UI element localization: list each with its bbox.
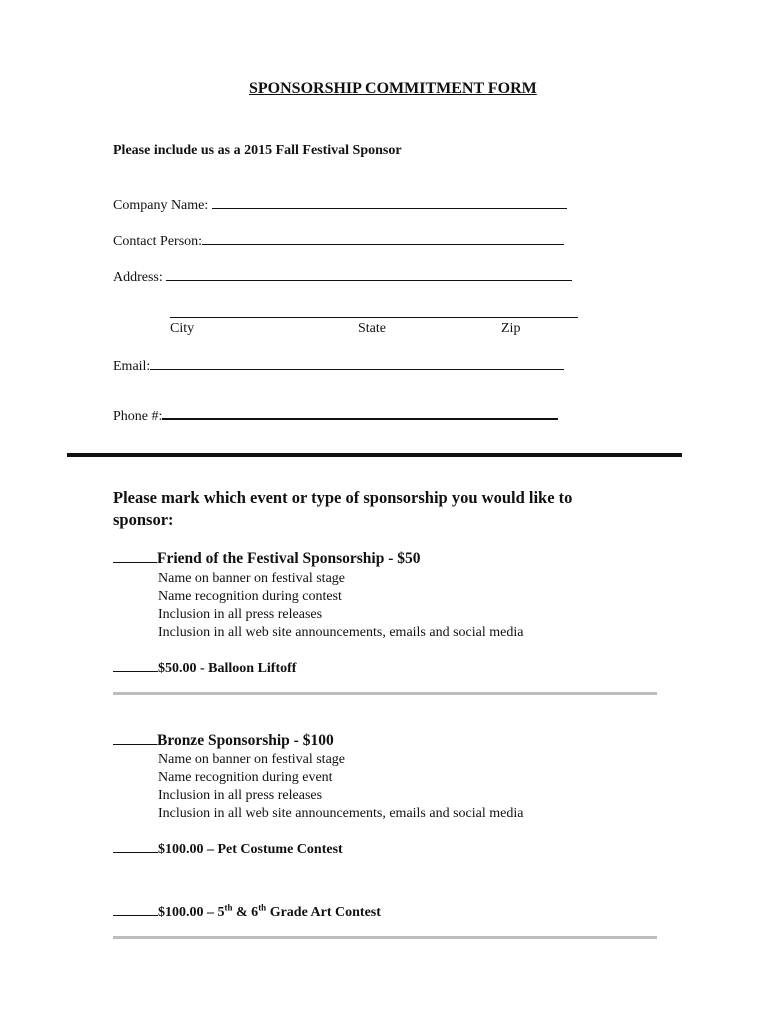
list-item: Name recognition during contest	[158, 589, 342, 604]
friend-sponsorship-checkbox-line[interactable]	[113, 550, 157, 563]
bronze-benefits-list	[158, 751, 523, 823]
city-label: City	[170, 321, 195, 336]
form-intro: Please include us as a 2015 Fall Festival Sponsor	[113, 143, 402, 158]
company-name-field[interactable]	[212, 196, 567, 209]
bronze-sponsorship-option	[113, 732, 334, 750]
art-contest-option	[113, 904, 381, 921]
phone-row	[113, 406, 558, 425]
email-label: Email:	[113, 359, 151, 374]
state-label: State	[358, 321, 386, 336]
company-name-label: Company Name:	[113, 198, 209, 213]
pet-costume-contest-label: $100.00 – Pet Costume Contest	[158, 842, 343, 857]
company-name-row	[113, 196, 567, 214]
address-field[interactable]	[166, 268, 572, 281]
list-item: Inclusion in all press releases	[158, 607, 323, 622]
list-item: Inclusion in all press releases	[158, 788, 323, 803]
balloon-liftoff-checkbox-line[interactable]	[113, 660, 158, 672]
address-label: Address:	[113, 270, 163, 285]
bronze-sponsorship-checkbox-line[interactable]	[113, 732, 157, 745]
list-item: Name recognition during event	[158, 770, 333, 785]
bronze-section-divider	[113, 936, 657, 939]
list-item: Inclusion in all web site announcements, emails and social media	[158, 806, 524, 821]
pet-costume-contest-option	[113, 841, 343, 858]
list-item: Name on banner on festival stage	[158, 571, 345, 586]
phone-field[interactable]	[162, 406, 558, 420]
address-line-2-field[interactable]	[170, 317, 578, 318]
contact-person-row	[113, 232, 564, 250]
art-contest-label: $100.00 – 5th & 6th Grade Art Contest	[158, 902, 381, 920]
friend-sponsorship-label: Friend of the Festival Sponsorship - $50	[157, 550, 421, 567]
art-contest-checkbox-line[interactable]	[113, 904, 158, 916]
friend-section-divider	[113, 692, 657, 695]
balloon-liftoff-option	[113, 660, 296, 677]
bronze-sponsorship-label: Bronze Sponsorship - $100	[157, 732, 334, 749]
friend-sponsorship-option	[113, 550, 421, 568]
email-field[interactable]	[150, 357, 564, 370]
email-row	[113, 357, 564, 375]
pet-costume-contest-checkbox-line[interactable]	[113, 841, 158, 853]
section-divider	[67, 453, 682, 457]
contact-person-field[interactable]	[202, 232, 564, 245]
zip-label: Zip	[501, 321, 521, 336]
balloon-liftoff-label: $50.00 - Balloon Liftoff	[158, 661, 297, 676]
list-item: Name on banner on festival stage	[158, 752, 345, 767]
list-item: Inclusion in all web site announcements, emails and social media	[158, 625, 524, 640]
contact-person-label: Contact Person:	[113, 234, 203, 249]
friend-benefits-list	[158, 570, 523, 642]
selection-heading: Please mark which event or type of sponsorship you would like to sponsor:	[113, 488, 573, 529]
address-row	[113, 268, 572, 286]
phone-label: Phone #:	[113, 409, 163, 424]
form-title: SPONSORSHIP COMMITMENT FORM	[249, 80, 537, 97]
